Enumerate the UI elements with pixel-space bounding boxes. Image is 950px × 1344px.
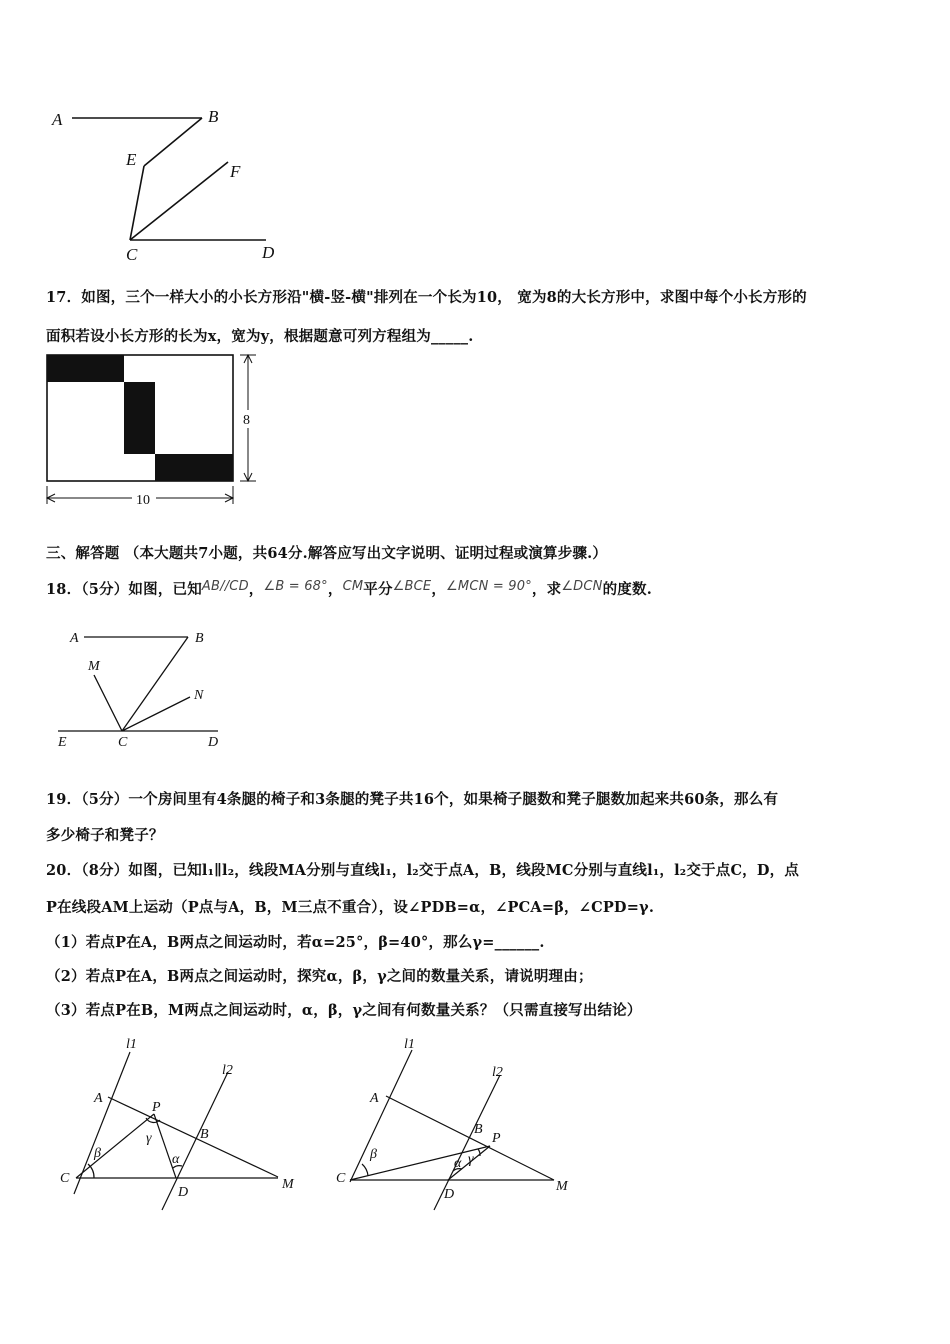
label-beta: β (370, 1147, 377, 1162)
label-d: D (208, 735, 219, 750)
q18-suffix: 的度数. (602, 581, 652, 598)
figure-q18 (50, 625, 250, 755)
q18-math-angle-bce: ∠BCE (392, 579, 432, 594)
q18-sep4: ， (431, 581, 447, 598)
q20-sub1: （1）若点P在A，B两点之间运动时，若α=25°，β=40°，那么γ=______. (46, 934, 545, 951)
label-l1: l1 (404, 1037, 415, 1052)
q19-line1: 19．（5分）一个房间里有4条腿的椅子和3条腿的凳子共16个，如果椅子腿数和凳子腿数加起来共60条，那么有 (46, 791, 779, 808)
figure-q17 (40, 350, 280, 520)
label-alpha: α (172, 1152, 180, 1167)
q17-line2: 面积若设小长方形的长为x，宽为y，根据题意可列方程组为_____. (46, 328, 474, 345)
q18-line (46, 578, 652, 599)
q18-math-parallel: AB//CD (201, 579, 249, 594)
label-l1: l1 (126, 1037, 137, 1052)
q18-sep2: ， (327, 581, 343, 598)
label-a: A (52, 110, 63, 129)
q18-math-angle-dcn: ∠DCN (561, 579, 603, 594)
label-gamma: γ (468, 1152, 474, 1167)
section3-title: 三、解答题 （本大题共7小题，共64分.解答应写出文字说明、证明过程或演算步骤.） (46, 545, 608, 562)
figure-q20-2 (330, 1030, 590, 1220)
label-c: C (126, 245, 138, 264)
q18-math-angle-mcn: ∠MCN = 90° (446, 579, 532, 594)
label-m: M (556, 1179, 568, 1194)
label-d: D (178, 1185, 189, 1200)
label-beta: β (94, 1146, 101, 1161)
label-e: E (126, 150, 137, 169)
label-c: C (336, 1171, 346, 1186)
q18-math-angle-b: ∠B = 68° (263, 579, 328, 594)
label-n: N (194, 688, 204, 703)
label-b: B (195, 631, 204, 646)
label-d: D (444, 1187, 455, 1202)
q20-sub3: （3）若点P在B，M两点之间运动时，α，β，γ之间有何数量关系？（只需直接写出结论） (46, 1002, 642, 1019)
q18-sep1: ， (248, 581, 264, 598)
label-a: A (94, 1091, 103, 1106)
label-a: A (70, 631, 79, 646)
label-l2: l2 (222, 1063, 233, 1078)
label-b: B (200, 1127, 209, 1142)
q18-math-cm: CM (342, 579, 364, 594)
label-m: M (88, 659, 100, 674)
figure-q16 (40, 100, 300, 270)
label-e: E (58, 735, 67, 750)
label-a: A (370, 1091, 379, 1106)
label-alpha: α (454, 1156, 462, 1171)
label-p: P (152, 1100, 161, 1115)
label-p: P (492, 1131, 501, 1146)
q20-line1: 20．（8分）如图，已知l₁∥l₂，线段MA分别与直线l₁，l₂交于点A，B，线段MC分别与直线l₁，l₂交于点C，D，点 (46, 862, 800, 879)
figure-q20-1 (50, 1030, 310, 1220)
height-label: 8 (243, 413, 250, 428)
label-m: M (282, 1177, 294, 1192)
label-c: C (60, 1171, 70, 1186)
label-d: D (262, 243, 275, 262)
width-label: 10 (136, 493, 150, 508)
q20-line2: P在线段AM上运动（P点与A，B，M三点不重合），设∠PDB=α，∠PCA=β，∠CPD=γ. (46, 899, 655, 916)
q18-prefix: 18．（5分）如图，已知 (46, 581, 202, 598)
label-b: B (208, 107, 219, 126)
label-c: C (118, 735, 128, 750)
q17-line1: 17．如图，三个一样大小的小长方形沿"横-竖-横"排列在一个长为10， 宽为8的大长方形中，求图中每个小长方形的 (46, 289, 807, 306)
q19-line2: 多少椅子和凳子？ (46, 827, 164, 844)
label-f: F (230, 162, 241, 181)
q18-sep3: 平分 (363, 581, 393, 598)
label-l2: l2 (492, 1065, 503, 1080)
label-b: B (474, 1122, 483, 1137)
q18-sep5: ，求 (531, 581, 562, 598)
q20-sub2: （2）若点P在A，B两点之间运动时，探究α，β，γ之间的数量关系，请说明理由； (46, 968, 593, 985)
label-gamma: γ (146, 1131, 152, 1146)
